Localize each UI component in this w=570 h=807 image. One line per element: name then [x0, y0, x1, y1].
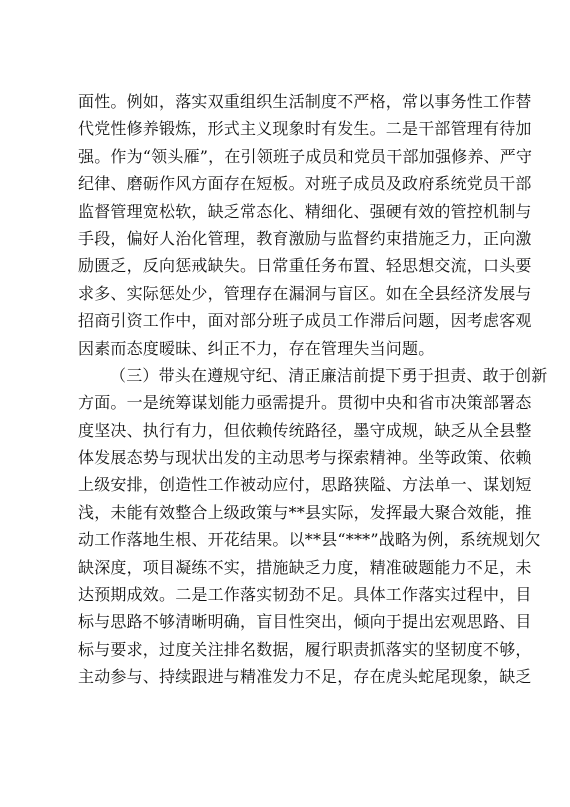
- text-line: 面性。例如，落实双重组织生活制度不严格，常以事务性工作替: [78, 92, 532, 111]
- text-line: 标与思路不够清晰明确，盲目性突出，倾向于提出宏观思路、目: [78, 612, 532, 632]
- text-line: 强。作为“领头雁”，在引领班子成员和党员干部加强修养、严守: [78, 146, 533, 166]
- text-line: 主动参与、持续跟进与精准发力不足，存在虎头蛇尾现象，缺乏: [78, 667, 532, 687]
- text-line: 招商引资工作中，面对部分班子成员工作滞后问题，因考虑客观: [78, 311, 532, 331]
- text-line: 动工作落地生根、开花结果。以**县“***”战略为例，系统规划欠: [78, 530, 541, 550]
- text-line: 标与要求，过度关注排名数据，履行职责抓落实的坚韧度不够，: [78, 639, 532, 659]
- text-line: 代党性修养锻炼，形式主义现象时有发生。二是干部管理有待加: [78, 119, 532, 139]
- paragraph-1: [78, 88, 533, 362]
- text-line: 手段，偏好人治化管理，教育激励与监督约束措施乏力，正向激: [78, 228, 532, 248]
- text-line: 纪律、磨砺作风方面存在短板。对班子成员及政府系统党员干部: [78, 174, 532, 194]
- text-line: 缺深度，项目凝练不实，措施缺乏力度，精准破题能力不足，未: [78, 557, 532, 577]
- text-line: 监督管理宽松软，缺乏常态化、精细化、强硬有效的管控机制与: [78, 201, 532, 221]
- text-line: （三）带头在遵规守纪、清正廉洁前提下勇于担责、敢于创新: [110, 365, 548, 385]
- text-line: 方面。一是统筹谋划能力亟需提升。贯彻中央和省市决策部署态: [78, 393, 532, 413]
- body-text: [78, 88, 548, 691]
- text-line: 求多、实际惩处少，管理存在漏洞与盲区。如在全县经济发展与: [78, 283, 532, 303]
- text-line: 度坚决、执行有力，但依赖传统路径，墨守成规，缺乏从全县整: [78, 420, 532, 440]
- text-line: 达预期成效。二是工作落实韧劲不足。具体工作落实过程中，目: [78, 585, 532, 605]
- paragraph-2: [78, 362, 548, 691]
- text-line: 上级安排，创造性工作被动应付，思路狭隘、方法单一、谋划短: [78, 475, 532, 495]
- text-line: 因素而态度暧昧、纠正不力，存在管理失当问题。: [78, 338, 435, 358]
- text-line: 体发展态势与现状出发的主动思考与探索精神。坐等政策、依赖: [78, 448, 532, 468]
- text-line: 励匮乏，反向惩戒缺失。日常重任务布置、轻思想交流，口头要: [78, 256, 532, 276]
- text-line: 浅，未能有效整合上级政策与**县实际，发挥最大聚合效能，推: [78, 502, 532, 522]
